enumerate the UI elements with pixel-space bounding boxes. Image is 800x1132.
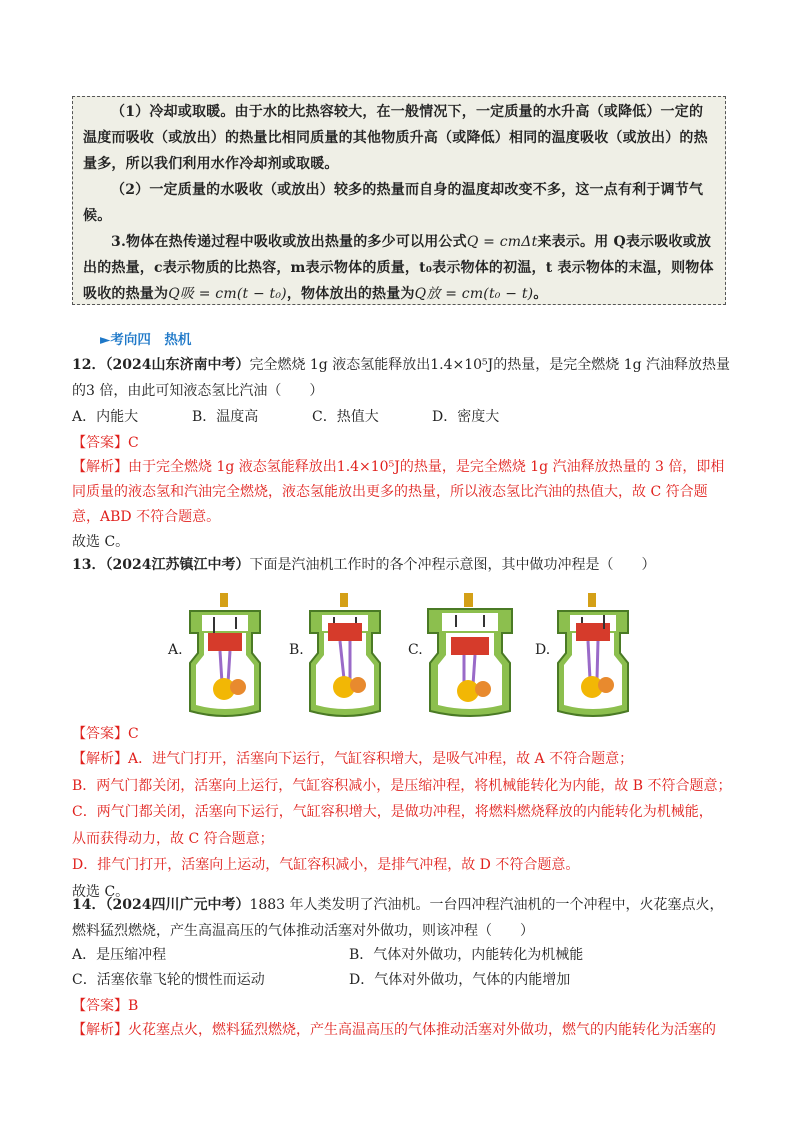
spark-plug-icon: [588, 593, 596, 607]
spark-plug-icon: [220, 593, 228, 607]
explanation-value: 1.4×10⁵J: [336, 459, 400, 475]
explanation-13: [72, 746, 732, 905]
explanation-14: 【解析】火花塞点火，燃料猛烈燃烧，产生高温高压的气体推动活塞对外做功，燃气的内能转化为活塞的: [72, 1022, 716, 1038]
option-a: A．是压缩冲程: [72, 947, 167, 963]
option-d: D．密度大: [432, 409, 500, 425]
option-a: A．内能大: [72, 409, 139, 425]
option-b: B．温度高: [192, 409, 259, 425]
question-12: [72, 352, 732, 404]
explanation-text-b: 的热量，是完全燃烧 1g 汽油释放热量的 3 倍，即相同质量的液态氢和汽油完全燃烧，液态氢能放出更多的热量，所以液态氢比汽油的热值大，故 C 符合题意，ABD 不符合题意。: [72, 459, 725, 525]
options-row-1: [72, 943, 583, 967]
question-number: 14．: [72, 897, 106, 913]
question-number: 13．: [72, 557, 106, 573]
piston-icon: [328, 623, 362, 641]
question-stem: 下面是汽油机工作时的各个冲程示意图，其中做功冲程是（ ）: [249, 557, 656, 573]
question-stem-b: 的热量，是完全燃烧 1g 汽油释放热量的3 倍，由此可知液态氢比汽油（ ）: [72, 357, 731, 399]
question-source: （2024江苏镇江中考）: [105, 557, 250, 573]
formula-absorb: Q吸 = cm(t − t₀): [168, 286, 287, 302]
options-row: [72, 405, 499, 429]
explanation-12: [72, 455, 732, 555]
section-heading: ►考向四 热机: [100, 332, 192, 348]
box-p3-text-b: 来表示。用 Q表示吸收或放出的热量，c表示物质的比热容，m表示物体的质量，t₀表示物体的初温，t 表示物体的末温，则物体吸收的热量为: [83, 234, 714, 302]
spark-plug-icon: [340, 593, 348, 607]
question-stem-value: 1.4×10⁵J: [430, 357, 494, 373]
question-stem: 1883 年人类发明了汽油机。一台四冲程汽油机的一个冲程中，火花塞点火，燃料猛烈燃烧，产生高温高压的气体推动活塞对外做功，则该冲程（ ）: [72, 897, 724, 939]
diagram-label-a: A.: [168, 642, 183, 658]
box-paragraph-1: （1）冷却或取暖。由于水的比热容较大，在一般情况下，一定质量的水升高（或降低）一定的温度而吸收（或放出）的热量比相同质量的其他物质升高（或降低）相同的温度吸收（或放出）的热量多，所以我们利用水作冷却剂或取暖。: [83, 104, 708, 172]
engine-diagram-b: [300, 593, 390, 721]
engine-diagram-c: [420, 593, 520, 721]
connecting-rod-icon: [588, 641, 590, 679]
question-stem-a: 完全燃烧 1g 液态氢能释放出: [249, 357, 431, 373]
explanation-conclusion: 故选 C。: [72, 883, 130, 900]
answer-12: 【答案】C: [72, 435, 139, 451]
explanation-text-a: 【解析】由于完全燃烧 1g 液态氢能释放出: [72, 459, 337, 475]
box-p3-text-c: ，物体放出的热量为: [286, 286, 415, 302]
question-source: （2024山东济南中考）: [105, 357, 250, 373]
answer-14: 【答案】B: [72, 998, 139, 1014]
explanation-line: 从而获得动力，故 C 符合题意；: [72, 830, 274, 847]
answer-13: 【答案】C: [72, 726, 139, 742]
question-source: （2024四川广元中考）: [105, 897, 250, 913]
box-p3-text-a: 3.物体在热传递过程中吸收或放出热量的多少可以用公式: [111, 234, 467, 250]
diagram-label-c: C.: [408, 642, 423, 658]
explanation-line: 【解析】A．进气门打开，活塞向下运行，气缸容积增大，是吸气冲程，故 A 不符合题意；: [72, 751, 634, 767]
question-number: 12．: [72, 357, 106, 373]
option-c: C．活塞依靠飞轮的惯性而运动: [72, 972, 265, 988]
formula-heat: Q = cmΔt: [466, 234, 538, 250]
piston-icon: [451, 637, 489, 655]
diagram-label-d: D.: [535, 642, 551, 658]
explanation-conclusion: 故选 C。: [72, 534, 130, 550]
formula-release: Q放 = cm(t₀ − t): [414, 286, 534, 302]
box-paragraph-3: [83, 229, 715, 307]
connecting-rod-icon: [220, 651, 222, 683]
knowledge-box: [72, 96, 726, 305]
options-row-2: [72, 968, 570, 992]
spark-plug-icon: [464, 593, 473, 607]
explanation-line: B．两气门都关闭，活塞向上运行，气缸容积减小，是压缩冲程，将机械能转化为内能，故 B 不符合题意；: [72, 777, 732, 794]
engine-diagram-d: [548, 593, 638, 721]
option-d: D．气体对外做功，气体的内能增加: [349, 972, 571, 988]
question-14: [72, 892, 732, 944]
box-paragraph-2: （2）一定质量的水吸收（或放出）较多的热量而自身的温度却改变不多，这一点有利于调节气候。: [83, 182, 704, 224]
option-c: C．热值大: [312, 409, 379, 425]
question-13: [72, 552, 732, 578]
engine-diagram-a: [180, 593, 270, 721]
box-p3-text-d: 。: [533, 286, 548, 302]
option-b: B．气体对外做功，内能转化为机械能: [349, 947, 584, 963]
explanation-line: C．两气门都关闭，活塞向下运行，气缸容积增大，是做功冲程，将燃料燃烧释放的内能转化为机械能，: [72, 804, 713, 820]
explanation-body: [72, 455, 732, 530]
explanation-line: D．排气门打开，活塞向上运动，气缸容积减小，是排气冲程，故 D 不符合题意。: [72, 857, 580, 873]
diagram-label-b: B.: [289, 642, 304, 658]
piston-icon: [208, 633, 242, 651]
